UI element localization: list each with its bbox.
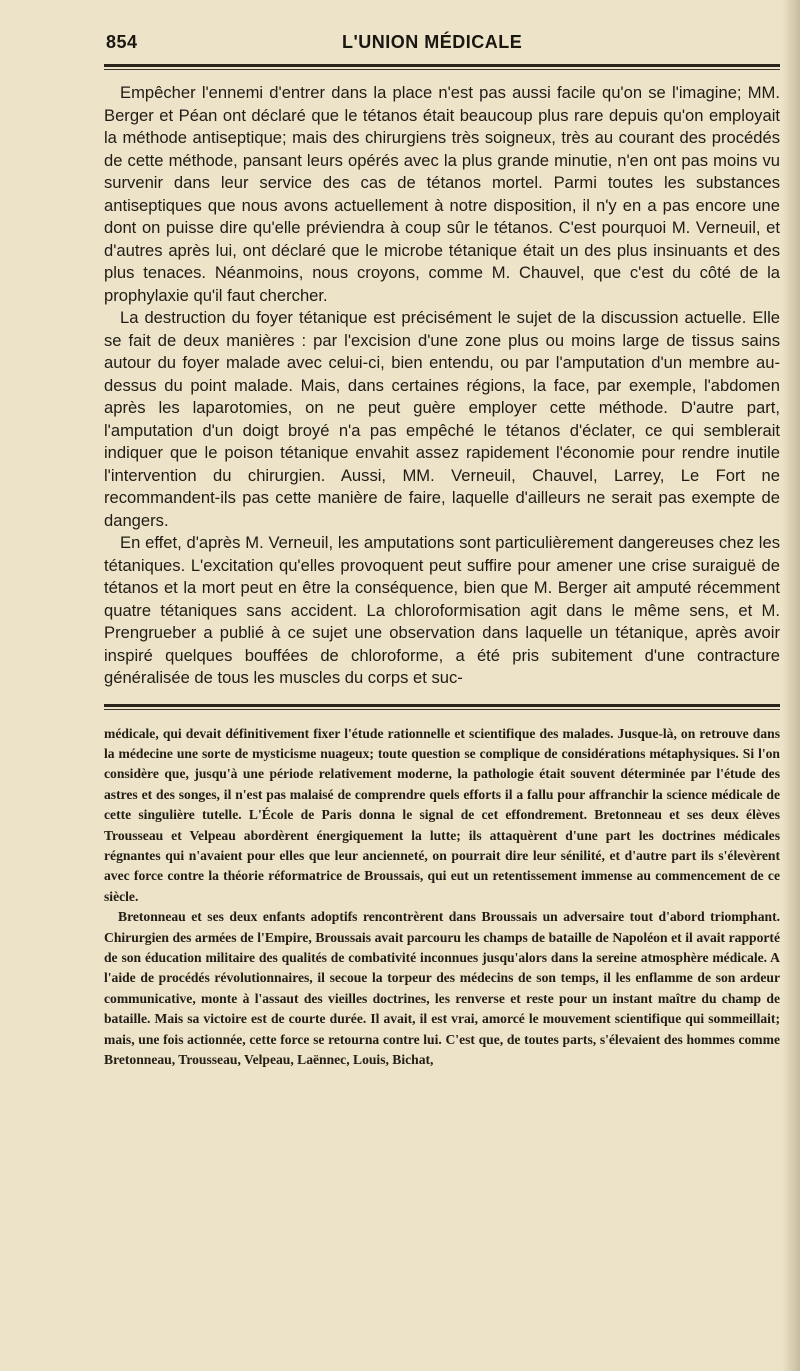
footnote-paragraph-2: Bretonneau et ses deux enfants adoptifs rencontrèrent dans Broussais un adversaire tout d'abord triomphant. Chirurgien des armées de l'Empire, Broussais avait parcouru les champs de bataille de Napoléon et il avait rapporté de son éducation militaire des qualités de combativité inconnues jusqu'alors dans la sereine atmosphère médicale. A l'aide de procédés révolutionnaires, il secoue la torpeur des médecins de son temps, il les enflamme de son ardeur communicative, monte à l'assaut des vieilles doctrines, les renverse et reste pour un instant maître du champ de bataille. Mais sa victoire est de courte durée. Il avait, il est vrai, amorcé le mouvement scientifique qui sommeillait; mais, une fois actionnée, cette force se retourna contre lui. C'est que, de toutes parts, s'élevaient des hommes comme Bretonneau, Trousseau, Velpeau, Laënnec, Louis, Bichat, bbox=[104, 909, 780, 1067]
page-edge-shadow bbox=[782, 0, 800, 1371]
body-paragraph-3: En effet, d'après M. Verneuil, les amputations sont particulièrement dangereuses chez les tétaniques. L'excitation qu'elles provoquent peut suffire pour amener une crise suraiguë de tétanos et la mort peut en être la conséquence, bien que M. Berger ait amputé récemment quatre tétaniques sans accident. La chloroformisation agit dans le même sens, et M. Prengrueber a publié à ce sujet une observation dans laquelle un tétanique, après avoir inspiré quelques bouffées de chloroforme, a été pris subitement d'une contracture généralisée de tous les muscles du corps et suc- bbox=[104, 533, 780, 687]
document-page bbox=[104, 0, 780, 1070]
header-rule-thin bbox=[104, 69, 780, 70]
running-title: L'UNION MÉDICALE bbox=[342, 32, 523, 52]
page-header bbox=[104, 30, 780, 64]
body-paragraph-1: Empêcher l'ennemi d'entrer dans la place n'est pas aussi facile qu'on se l'imagine; MM. Berger et Péan ont déclaré que le tétanos était beaucoup plus rare depuis qu'on employait la méthode antiseptique; mais des chirurgiens très soigneux, très au courant des procédés de cette méthode, pansant leurs opérés avec la plus grande minutie, n'en ont pas moins vu survenir dans leur service des cas de tétanos mortel. Parmi toutes les substances antiseptiques que nous avons actuellement à notre disposition, il n'y en a pas encore une dont on puisse dire qu'elle préviendra à coup sûr le tétanos. C'est pourquoi M. Verneuil, et d'autres après lui, ont déclaré que le microbe tétanique était un des plus insinuants et des plus tenaces. Néanmoins, nous croyons, comme M. Chauvel, que c'est du côté de la prophylaxie qu'il faut chercher. bbox=[104, 83, 780, 305]
main-text bbox=[104, 82, 780, 690]
footnote-separator bbox=[104, 704, 780, 710]
page-number: 854 bbox=[106, 32, 138, 52]
footnote-block bbox=[104, 724, 780, 1071]
header-rule bbox=[104, 64, 780, 67]
footnote-paragraph-1: médicale, qui devait définitivement fixer l'étude rationnelle et scientifique des malades. Jusque-là, on retrouve dans la médecine une sorte de mysticisme nuageux; toute question se complique de considérations métaphysiques. Si l'on considère que, jusqu'à une période relativement moderne, la pathologie était souvent déterminée par l'étude des astres et des songes, il n'est pas malaisé de comprendre quels efforts il a fallu pour affranchir la science médicale de cette singulière tutelle. L'École de Paris donna le signal de cet effondrement. Bretonneau et ses deux élèves Trousseau et Velpeau abordèrent énergiquement la lutte; ils attaquèrent d'une part les doctrines médicales régnantes qui n'avaient pour elles que leur ancienneté, on pourrait dire leur sénilité, et d'autre part ils s'élevèrent avec force contre la théorie réformatrice de Broussais, qui eut un retentissement immense au commencement de ce siècle. bbox=[104, 725, 780, 904]
body-paragraph-2: La destruction du foyer tétanique est précisément le sujet de la discussion actuelle. Elle se fait de deux manières : par l'excision d'une zone plus ou moins large de tissus sains autour du foyer malade avec celui-ci, bien entendu, ou par l'amputation d'un membre au-dessus du point malade. Mais, dans certaines régions, la face, par exemple, l'abdomen après les laparotomies, on ne peut guère employer cette méthode. D'autre part, l'amputation d'un doigt broyé n'a pas empêché le tétanos d'éclater, ce qui semblerait indiquer que le poison tétanique envahit assez rapidement l'économie pour rendre inutile l'intervention du chirurgien. Aussi, MM. Verneuil, Chauvel, Larrey, Le Fort ne recommandent-ils pas cette manière de faire, laquelle d'ailleurs ne serait pas exempte de dangers. bbox=[104, 308, 780, 530]
